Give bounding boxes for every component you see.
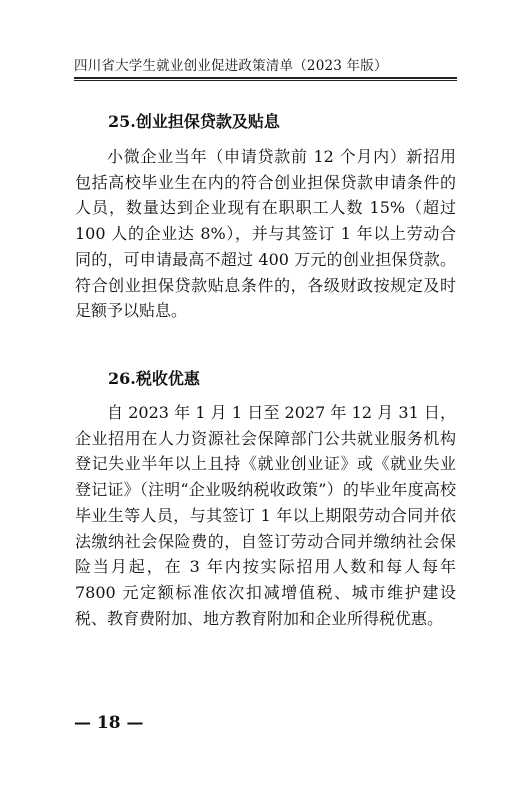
page-number: — 18 — [74, 713, 144, 733]
section-body: 小微企业当年（申请贷款前 12 个月内）新招用包括高校毕业生在内的符合创业担保贷款申请条件的人员，数量达到企业现有在职职工人数 15%（超过 100 人的企业达 8%），并与其签订 1 年以上劳动合同的，可申请最高不超过 400 万元的创业担保贷款。符合创业担保贷款贴息条件的，各级财政按规定及时足额予以贴息。 [75, 147, 456, 321]
header-rule [74, 77, 457, 79]
section-body: 自 2023 年 1 月 1 日至 2027 年 12 月 31 日，企业招用在人力资源社会保障部门公共就业服务机构登记失业半年以上且持《就业创业证》或《就业失业登记证》（注明“企业吸纳税收政策”）的毕业年度高校毕业生等人员，与其签订 1 年以上期限劳动合同并依法缴纳社会保险费的，自签订劳动合同并缴纳社会保险当月起，在 3 年内按实际招用人数和每人每年 7800 元定额标准依次扣减增值税、城市维护建设税、教育费附加、地方教育附加和企业所得税优惠。 [75, 403, 456, 628]
section-heading: 25.创业担保贷款及贴息 [108, 112, 280, 131]
document-title: 四川省大学生就业创业促进政策清单（2023 年版） [74, 58, 388, 74]
section-heading: 26.税收优惠 [108, 369, 200, 388]
header-rule-thin [74, 80, 457, 81]
